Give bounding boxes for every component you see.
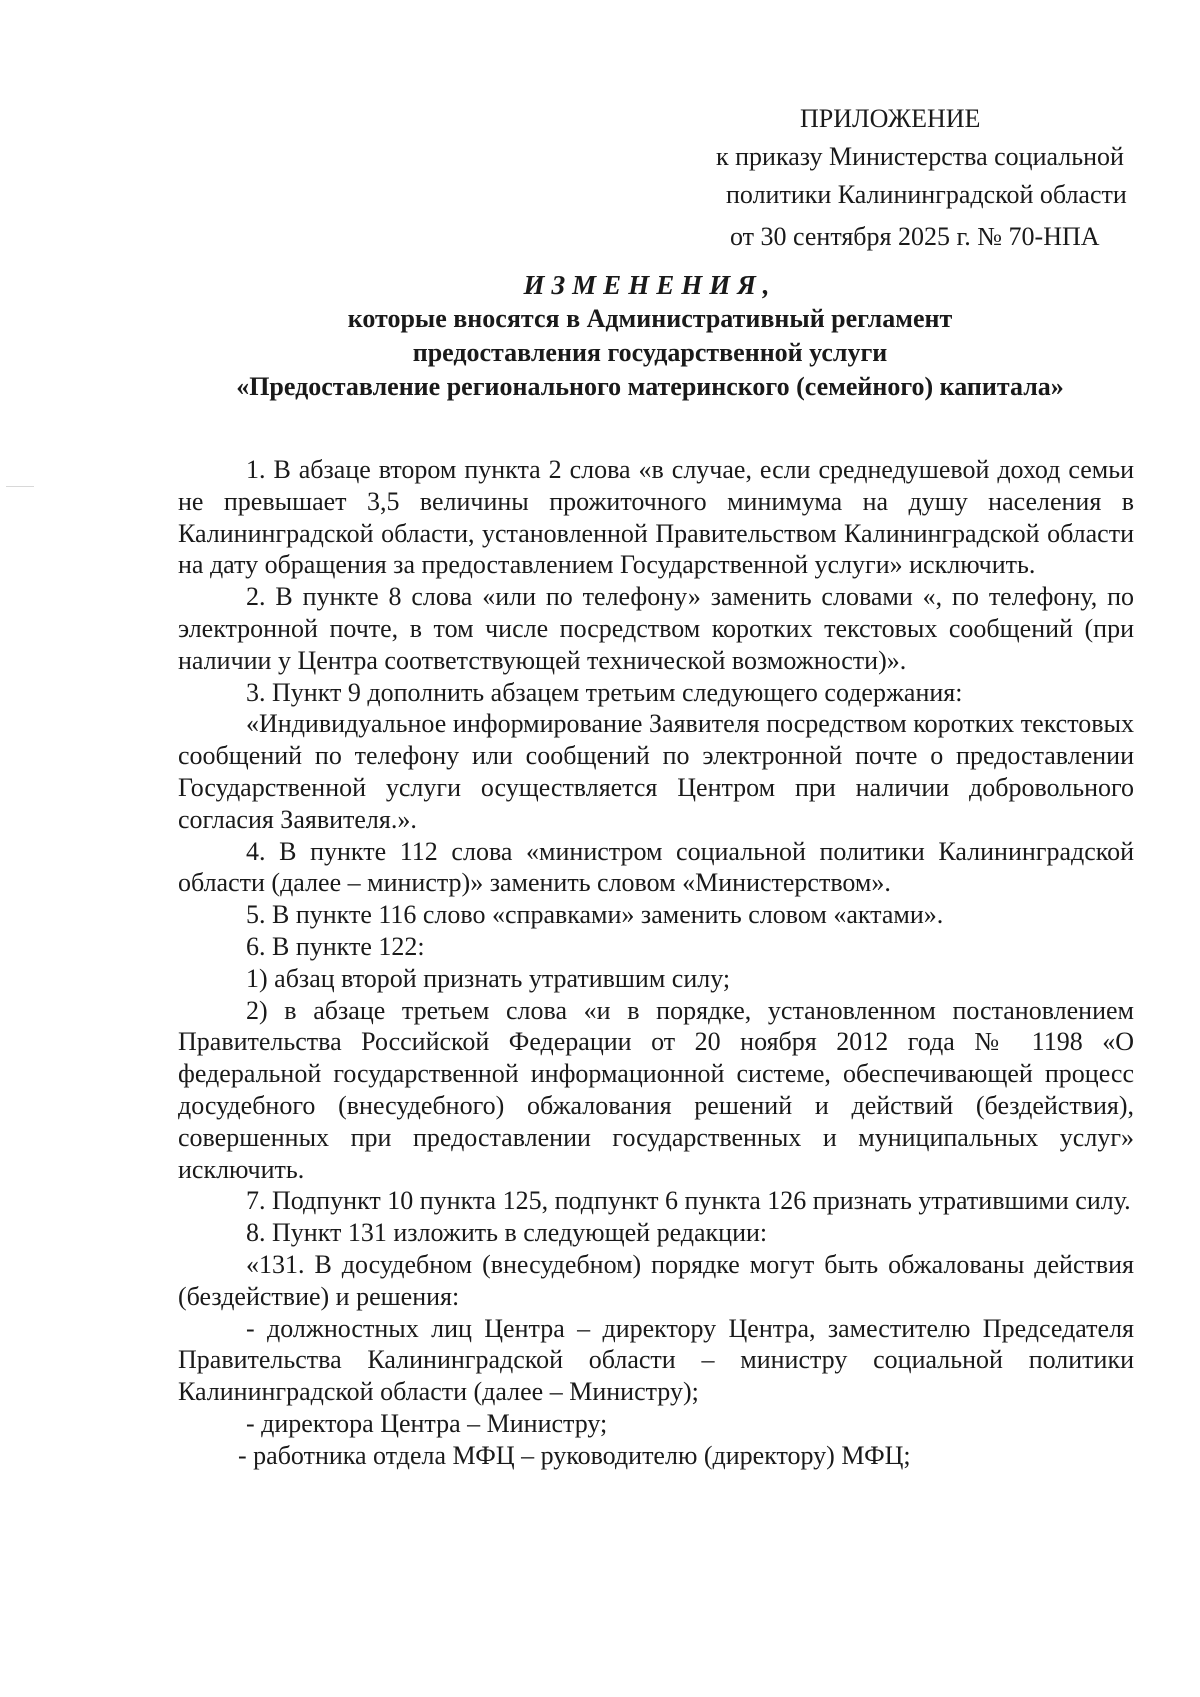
paragraph-5: 5. В пункте 116 слово «справками» заменить словом «актами». bbox=[246, 900, 944, 930]
paragraph-2: 2. В пункте 8 слова «или по телефону» заменить словами «, по телефону, по электронной почте, в том числе посредством коротких текстовых сообщений (при наличии у Центра соответствующей технической возможности)». bbox=[178, 582, 1134, 675]
paragraph-1: 1. В абзаце втором пункта 2 слова «в случае, если среднедушевой доход семьи не превышает 3,5 величины прожиточного минимума на душу населения в Калининградской области, установленной Правительством Калининградской области на дату обращения за предоставлением Государственной услуги» исключить. bbox=[178, 455, 1134, 580]
paragraph-8-quote: «131. В досудебном (внесудебном) порядке могут быть обжалованы действия (бездействие) и решения: bbox=[178, 1249, 1134, 1311]
appendix-date-line: от 30 сентября 2025 г. № 70-НПА bbox=[730, 222, 1100, 251]
paragraph-8-bullet-3: - работника отдела МФЦ – руководителю (директору) МФЦ; bbox=[238, 1440, 911, 1470]
paragraph-7: 7. Подпункт 10 пункта 125, подпункт 6 пункта 126 признать утратившими силу. bbox=[246, 1186, 1131, 1216]
appendix-ministry-line: политики Калининградской области bbox=[726, 180, 1127, 209]
paragraph-8: 8. Пункт 131 изложить в следующей редакции: bbox=[246, 1218, 768, 1248]
paragraph-8-bullet-2: - директора Центра – Министру; bbox=[246, 1408, 608, 1438]
paragraph-6-item-1: 1) абзац второй признать утратившим силу; bbox=[246, 963, 731, 993]
document-heading bbox=[170, 268, 1130, 404]
heading-line-1: которые вносятся в Административный регламент bbox=[347, 304, 953, 333]
appendix-title: ПРИЛОЖЕНИЕ bbox=[800, 104, 981, 133]
heading-title: ИЗМЕНЕНИЯ, bbox=[523, 270, 777, 300]
heading-line-3: «Предоставление регионального материнского (семейного) капитала» bbox=[236, 372, 1064, 401]
paragraph-6: 6. В пункте 122: bbox=[246, 931, 425, 961]
document-body bbox=[178, 454, 1134, 1472]
appendix-block bbox=[712, 100, 1172, 256]
paragraph-3: 3. Пункт 9 дополнить абзацем третьим следующего содержания: bbox=[246, 677, 963, 707]
appendix-order-line: к приказу Министерства социальной bbox=[716, 142, 1124, 171]
scan-mark bbox=[6, 486, 34, 487]
heading-line-2: предоставления государственной услуги bbox=[412, 338, 888, 367]
paragraph-3-quote: «Индивидуальное информирование Заявителя посредством коротких текстовых сообщений по телефону или сообщений по электронной почте о предоставлении Государственной услуги осуществляется Центром при наличии добровольного согласия Заявителя.». bbox=[178, 709, 1134, 834]
paragraph-8-bullet-1: - должностных лиц Центра – директору Центра, заместителю Председателя Правительства Калининградской области – министру социальной политики Калининградской области (далее – Министру); bbox=[178, 1313, 1134, 1407]
paragraph-4: 4. В пункте 112 слова «министром социальной политики Калининградской области (далее – министр)» заменить словом «Министерством». bbox=[178, 836, 1134, 898]
paragraph-6-item-2: 2) в абзаце третьем слова «и в порядке, установленном постановлением Правительства Российской Федерации от 20 ноября 2012 года № 1198 «О федеральной государственной информационной системе, обеспечивающей процесс досудебного (внесудебного) обжалования решений и действий (бездействия), совершенных при предоставлении государственных и муниципальных услуг» исключить. bbox=[178, 995, 1134, 1184]
